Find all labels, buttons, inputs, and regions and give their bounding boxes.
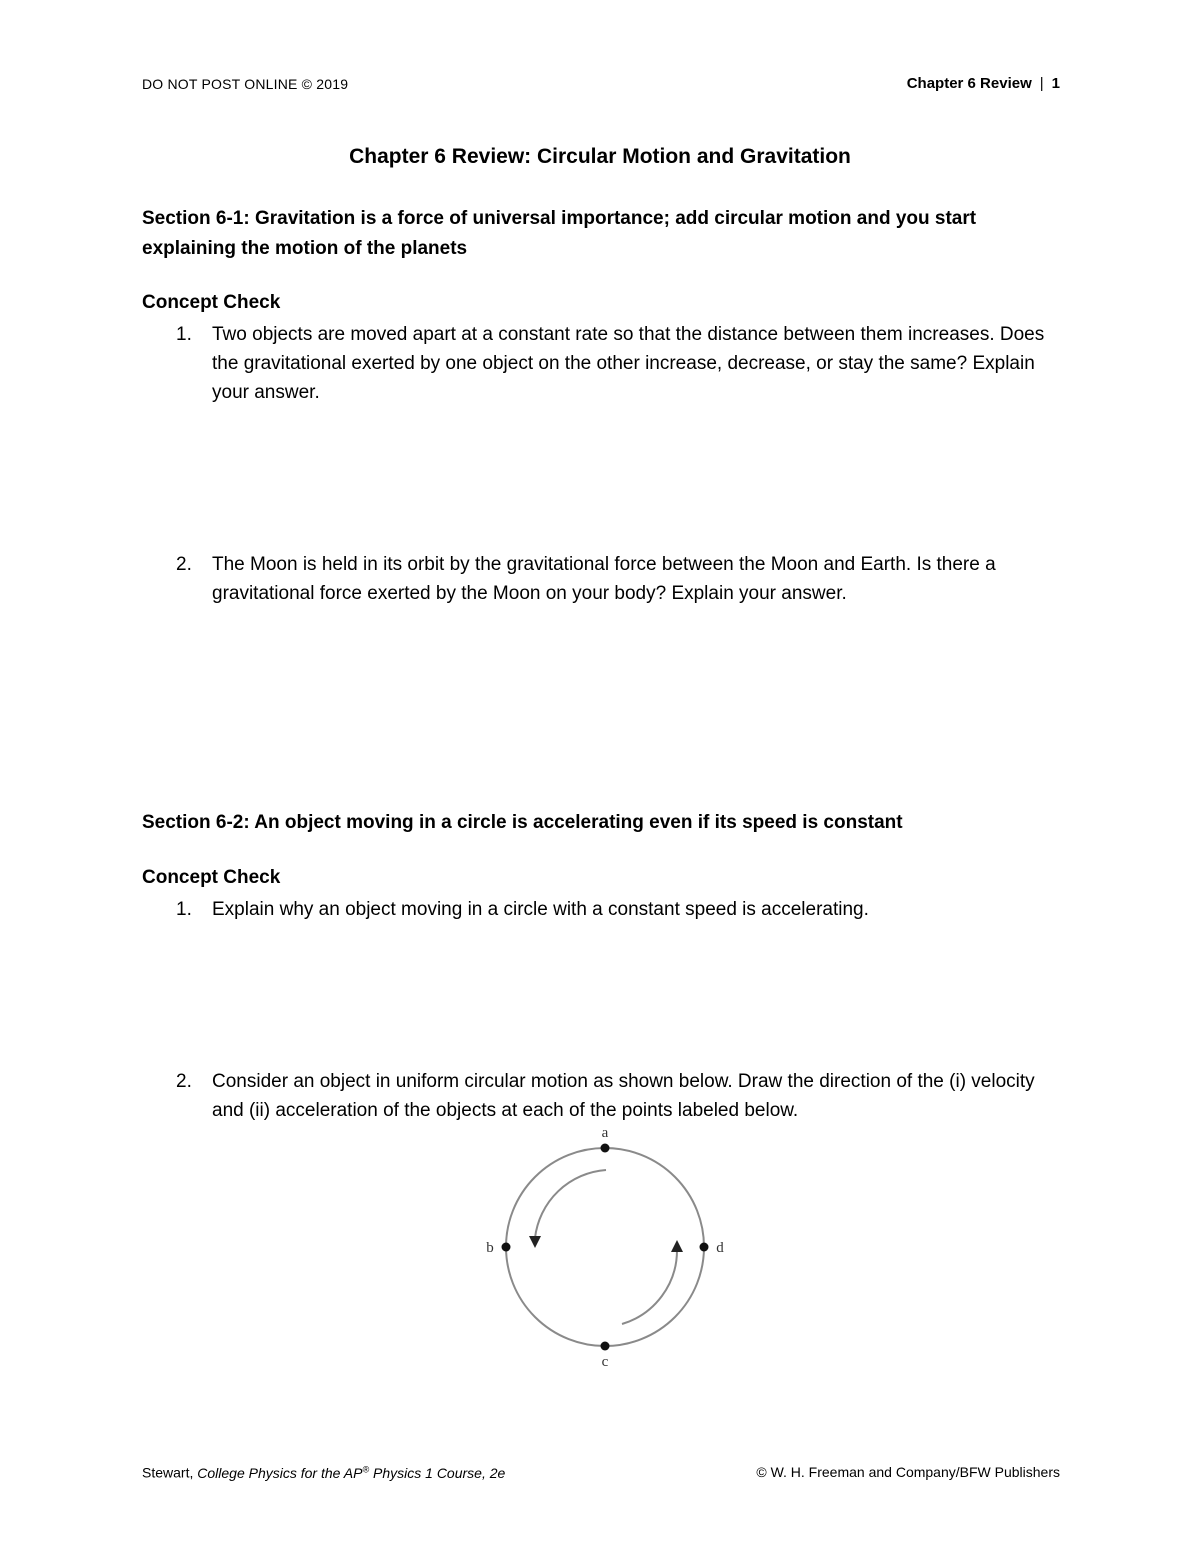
header-separator: | <box>1039 75 1044 92</box>
question-text: The Moon is held in its orbit by the gravitational force between the Moon and Earth. Is there a gravitational force exerted by the Moon on your body? Explain your answer. <box>212 554 996 604</box>
question-text: Consider an object in uniform circular motion as shown below. Draw the direction of the (i) velocity and (ii) acceleration of the objects at each of the points labeled below. <box>212 1071 1035 1121</box>
section-6-2-heading: Section 6-2: An object moving in a circle is accelerating even if its speed is constant <box>142 812 903 833</box>
header-chapter-label: Chapter 6 Review <box>906 75 1032 92</box>
point-d <box>700 1243 709 1252</box>
point-a <box>601 1144 610 1153</box>
footer-book-title-post: Physics 1 Course, 2e <box>369 1464 506 1481</box>
section-6-1-question-1 <box>176 320 1066 407</box>
label-b: b <box>486 1240 494 1256</box>
arrow-arc-lower <box>622 1250 677 1324</box>
arrowhead-upper <box>529 1236 541 1248</box>
page-title: Chapter 6 Review: Circular Motion and Gravitation <box>349 145 851 168</box>
section-6-2-question-2 <box>176 1067 1066 1125</box>
footer-citation <box>142 1464 505 1481</box>
footer-publisher: © W. H. Freeman and Company/BFW Publishers <box>756 1464 1060 1480</box>
arrow-arc-upper <box>535 1170 606 1238</box>
footer-book-title-pre: College Physics for the AP <box>197 1464 363 1481</box>
question-number: 2. <box>176 1071 192 1092</box>
question-number: 2. <box>176 554 192 575</box>
section-6-1-heading: Section 6-1: Gravitation is a force of universal importance; add circular motion and you start explaining the motion of the planets <box>142 208 977 259</box>
header-chapter <box>907 75 1060 92</box>
page-number: 1 <box>1051 75 1060 92</box>
label-c: c <box>601 1354 609 1370</box>
circular-motion-diagram <box>470 1120 740 1380</box>
header-notice: DO NOT POST ONLINE © 2019 <box>142 76 349 92</box>
question-text: Explain why an object moving in a circle with a constant speed is accelerating. <box>212 899 869 920</box>
footer-book-title <box>197 1465 505 1481</box>
point-c <box>601 1342 610 1351</box>
point-b <box>502 1243 511 1252</box>
question-text: Two objects are moved apart at a constant rate so that the distance between them increases. Does the gravitational exerted by one object on the other increase, decrease, or stay the same? Explain your answer. <box>212 324 1045 403</box>
question-number: 1. <box>176 899 192 920</box>
section-6-2-concept-check: Concept Check <box>142 867 281 888</box>
footer-author: Stewart, <box>142 1464 198 1481</box>
label-a: a <box>601 1125 609 1141</box>
registered-mark: ® <box>362 1464 370 1474</box>
arrowhead-lower <box>671 1240 683 1252</box>
question-number: 1. <box>176 324 192 345</box>
section-6-2-question-1 <box>176 895 1066 924</box>
label-d: d <box>716 1240 724 1256</box>
section-6-1-question-2 <box>176 550 1066 608</box>
section-6-1-concept-check: Concept Check <box>142 292 281 313</box>
